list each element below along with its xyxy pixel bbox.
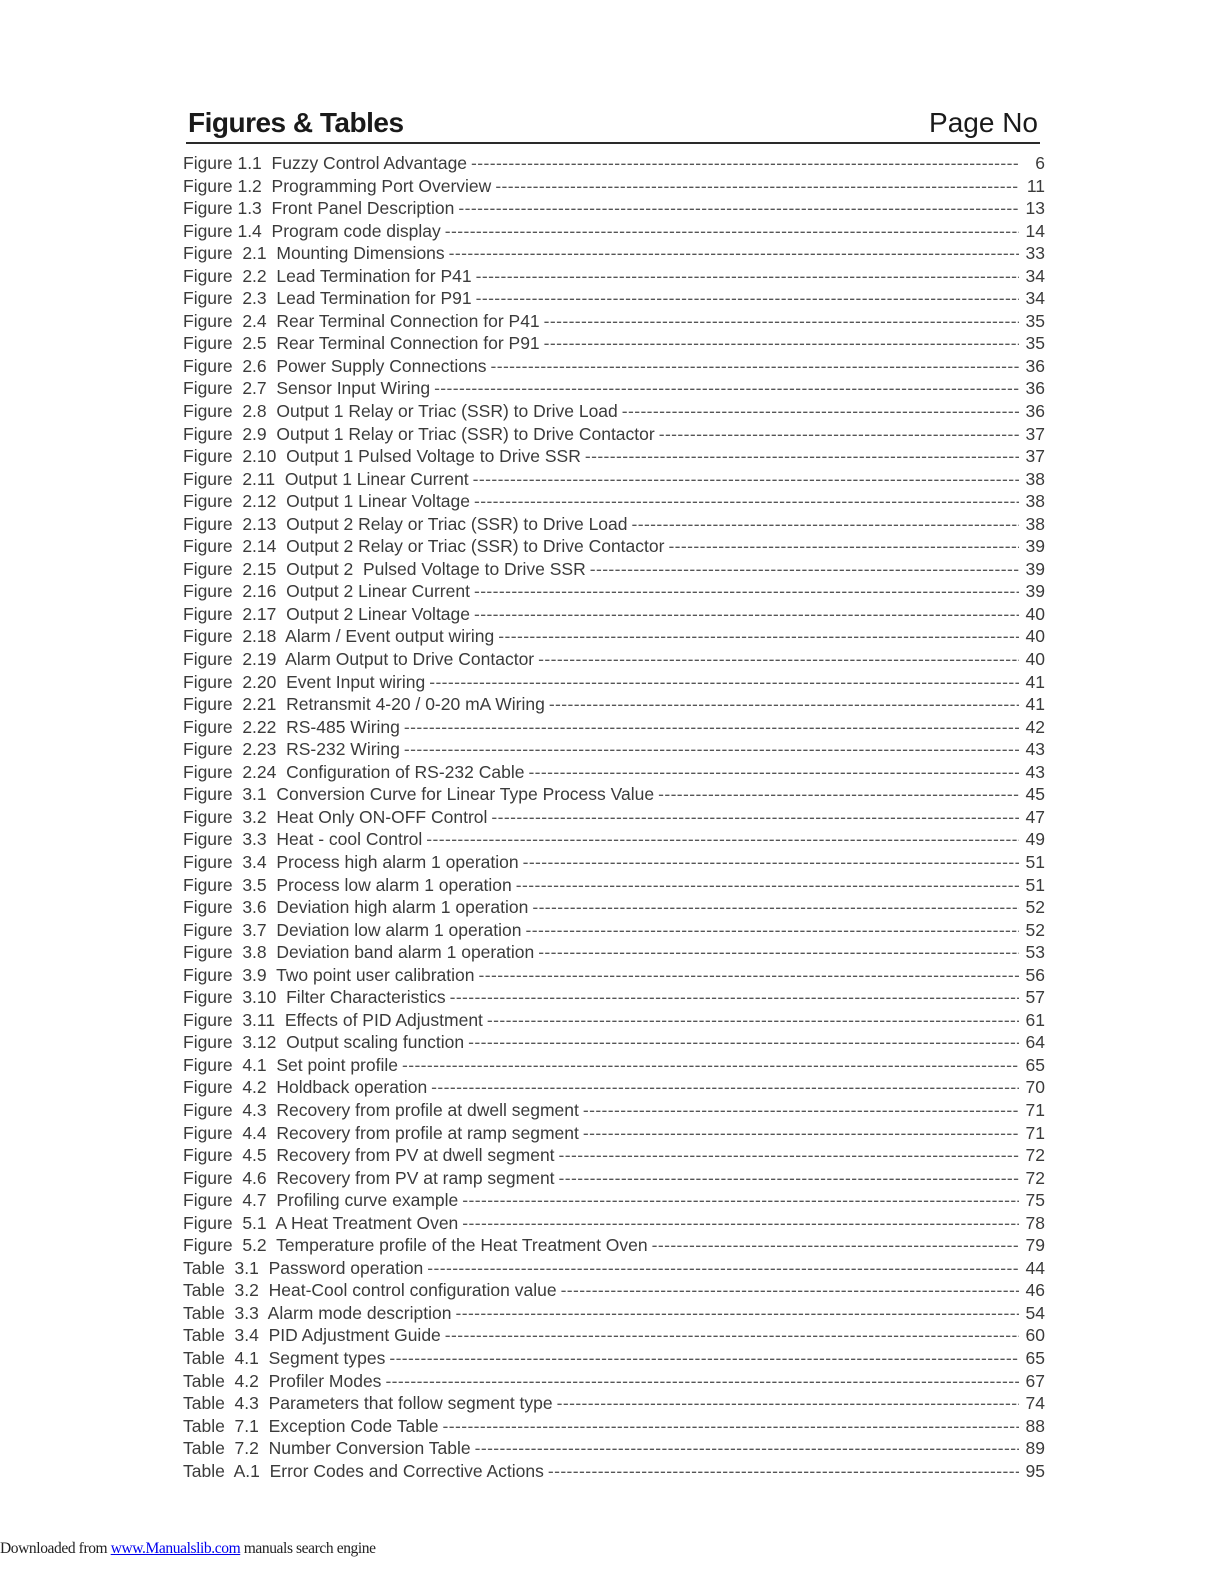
toc-entry-label: Figure 4.1 Set point profile: [183, 1054, 398, 1075]
dash-leader: [491, 806, 1019, 829]
toc-entry-label: Figure 3.7 Deviation low alarm 1 operation: [183, 919, 522, 940]
toc-entry-page-number: 71: [1025, 1122, 1045, 1143]
dash-leader: [544, 332, 1019, 355]
toc-entry[interactable]: [183, 1099, 1045, 1122]
toc-entry-page-number: 40: [1025, 626, 1045, 647]
dash-leader: [559, 1167, 1019, 1190]
toc-entry-label: Figure 2.2 Lead Termination for P41: [183, 265, 472, 286]
dash-leader: [462, 1212, 1019, 1235]
toc-entry-label: Table 4.3 Parameters that follow segment type: [183, 1393, 553, 1414]
dash-leader: [474, 603, 1019, 626]
toc-entry-page-number: 78: [1025, 1212, 1045, 1233]
toc-entry-label: Figure 2.22 RS-485 Wiring: [183, 716, 400, 737]
toc-entry-page-number: 35: [1025, 310, 1045, 331]
toc-entry[interactable]: [183, 535, 1045, 558]
toc-entry-label: Table 3.4 PID Adjustment Guide: [183, 1325, 441, 1346]
toc-entry[interactable]: [183, 1324, 1045, 1347]
toc-entry[interactable]: [183, 1437, 1045, 1460]
toc-entry-page-number: 43: [1025, 761, 1045, 782]
toc-entry-page-number: 79: [1025, 1235, 1045, 1256]
toc-entry-label: Figure 1.4 Program code display: [183, 220, 441, 241]
dash-leader: [434, 377, 1019, 400]
toc-entry[interactable]: [183, 603, 1045, 626]
toc-entry-page-number: 72: [1025, 1145, 1045, 1166]
toc-entry-label: Table 3.3 Alarm mode description: [183, 1302, 452, 1323]
toc-entry[interactable]: [183, 1279, 1045, 1302]
toc-entry[interactable]: [183, 513, 1045, 536]
toc-entry[interactable]: [183, 1144, 1045, 1167]
toc-entry-page-number: 40: [1025, 649, 1045, 670]
toc-entry-page-number: 40: [1025, 603, 1045, 624]
toc-entry-label: Figure 2.12 Output 1 Linear Voltage: [183, 491, 470, 512]
toc-entry-label: Figure 1.1 Fuzzy Control Advantage: [183, 153, 468, 173]
toc-entry[interactable]: [183, 761, 1045, 784]
toc-entry-page-number: 34: [1025, 288, 1045, 309]
toc-entry-page-number: 47: [1025, 806, 1045, 827]
dash-leader: [561, 1279, 1019, 1302]
dash-leader: [548, 1460, 1019, 1483]
dash-leader: [590, 558, 1019, 581]
toc-entry[interactable]: [183, 445, 1045, 468]
dash-leader: [427, 1257, 1019, 1280]
toc-entry[interactable]: [183, 1167, 1045, 1190]
toc-entry-page-number: 44: [1025, 1257, 1045, 1278]
dash-leader: [583, 1122, 1019, 1145]
toc-entry-page-number: 39: [1025, 581, 1045, 602]
toc-entry-label: Figure 3.4 Process high alarm 1 operation: [183, 851, 519, 872]
dash-leader: [450, 986, 1019, 1009]
toc-entry-label: Figure 3.12 Output scaling function: [183, 1032, 465, 1053]
toc-entry-label: Figure 2.14 Output 2 Relay or Triac (SSR) to Drive Contactor: [183, 536, 665, 557]
toc-entry-page-number: 60: [1025, 1325, 1045, 1346]
toc-entry-page-number: 36: [1025, 378, 1045, 399]
toc-entry[interactable]: [183, 783, 1045, 806]
dash-leader: [526, 919, 1019, 942]
dash-leader: [449, 242, 1019, 265]
dash-leader: [659, 423, 1019, 446]
toc-entry[interactable]: [183, 220, 1045, 243]
toc-entry[interactable]: [183, 423, 1045, 446]
toc-entry-page-number: 14: [1025, 220, 1045, 241]
page-title: Figures & Tables: [188, 107, 404, 138]
toc-entry-page-number: 36: [1025, 401, 1045, 422]
toc-entry-label: Figure 2.1 Mounting Dimensions: [183, 243, 445, 264]
toc-entry-label: Figure 3.5 Process low alarm 1 operation: [183, 874, 512, 895]
dash-leader: [458, 197, 1019, 220]
toc-entry[interactable]: [183, 738, 1045, 761]
dash-leader: [402, 1054, 1019, 1077]
toc-entry-page-number: 45: [1025, 784, 1045, 805]
dash-leader: [462, 1189, 1019, 1212]
toc-entry[interactable]: [183, 1212, 1045, 1235]
toc-entry-page-number: 95: [1025, 1460, 1045, 1481]
toc-entry-label: Table 4.2 Profiler Modes: [183, 1370, 382, 1391]
toc-entry[interactable]: [183, 806, 1045, 829]
toc-entry-label: Figure 4.2 Holdback operation: [183, 1077, 428, 1098]
toc-entry[interactable]: [183, 716, 1045, 739]
dash-leader: [426, 828, 1019, 851]
toc-entry-label: Figure 4.3 Recovery from profile at dwell segment: [183, 1099, 579, 1120]
toc-entry-page-number: 54: [1025, 1302, 1045, 1323]
toc-entry[interactable]: [183, 671, 1045, 694]
toc-entry-label: Figure 3.10 Filter Characteristics: [183, 987, 446, 1008]
toc-entry-page-number: 11: [1026, 175, 1045, 196]
toc-entry-label: Figure 3.3 Heat - cool Control: [183, 829, 423, 850]
toc-entry-page-number: 53: [1025, 942, 1045, 963]
toc-entry-label: Figure 2.6 Power Supply Connections: [183, 355, 487, 376]
dash-leader: [404, 738, 1019, 761]
toc-entry-label: Figure 2.19 Alarm Output to Drive Contactor: [183, 649, 535, 670]
toc-entry[interactable]: [183, 1031, 1045, 1054]
toc-entry[interactable]: [183, 1392, 1045, 1415]
dash-leader: [471, 152, 1019, 175]
toc-entry-page-number: 46: [1025, 1280, 1045, 1301]
toc-entry-page-number: 65: [1025, 1054, 1045, 1075]
toc-entry[interactable]: [183, 310, 1045, 333]
toc-entry-page-number: 36: [1025, 355, 1045, 376]
dash-leader: [404, 716, 1019, 739]
dash-leader: [385, 1370, 1019, 1393]
dash-leader: [658, 783, 1019, 806]
dash-leader: [475, 1437, 1019, 1460]
toc-entry[interactable]: [183, 1460, 1045, 1483]
toc-entry-page-number: 43: [1025, 739, 1045, 760]
dash-leader: [429, 671, 1019, 694]
toc-entry-label: Figure 2.11 Output 1 Linear Current: [183, 468, 469, 489]
toc-entry-label: Figure 5.1 A Heat Treatment Oven: [183, 1212, 459, 1233]
toc-entry-label: Figure 1.3 Front Panel Description: [183, 198, 455, 219]
toc-entry[interactable]: [183, 265, 1045, 288]
dash-leader: [431, 1076, 1019, 1099]
toc-entry[interactable]: [183, 377, 1045, 400]
dash-leader: [538, 648, 1019, 671]
toc-entry-page-number: 89: [1025, 1438, 1045, 1459]
dash-leader: [445, 220, 1019, 243]
toc-entry-page-number: 38: [1025, 513, 1045, 534]
dash-leader: [538, 941, 1019, 964]
dash-leader: [585, 445, 1019, 468]
dash-leader: [455, 1302, 1019, 1325]
toc-entry-label: Figure 2.15 Output 2 Pulsed Voltage to Drive SSR: [183, 558, 586, 579]
toc-entry-page-number: 52: [1025, 919, 1045, 940]
figures-tables-list: [183, 152, 1045, 1482]
toc-entry-page-number: 74: [1025, 1393, 1045, 1414]
toc-entry-page-number: 57: [1025, 987, 1045, 1008]
toc-entry-page-number: 39: [1025, 558, 1045, 579]
toc-entry[interactable]: [183, 287, 1045, 310]
dash-leader: [523, 851, 1019, 874]
dash-leader: [468, 1031, 1019, 1054]
toc-entry[interactable]: [183, 1234, 1045, 1257]
toc-entry-label: Table 7.2 Number Conversion Table: [183, 1438, 471, 1459]
toc-entry-page-number: 41: [1025, 694, 1045, 715]
toc-entry-page-number: 51: [1025, 851, 1045, 872]
toc-entry-page-number: 49: [1025, 829, 1045, 850]
dash-leader: [487, 1009, 1019, 1032]
toc-entry[interactable]: [183, 828, 1045, 851]
dash-leader: [495, 175, 1019, 198]
toc-entry[interactable]: [183, 1076, 1045, 1099]
toc-entry[interactable]: [183, 242, 1045, 265]
toc-entry-page-number: 52: [1025, 897, 1045, 918]
toc-entry[interactable]: [183, 896, 1045, 919]
toc-entry-label: Figure 2.24 Configuration of RS-232 Cable: [183, 761, 525, 782]
toc-entry[interactable]: [183, 693, 1045, 716]
toc-entry[interactable]: [183, 197, 1045, 220]
dash-leader: [544, 310, 1019, 333]
toc-entry[interactable]: [183, 1347, 1045, 1370]
dash-leader: [632, 513, 1020, 536]
toc-entry[interactable]: [183, 919, 1045, 942]
toc-entry-label: Figure 2.20 Event Input wiring: [183, 671, 426, 692]
toc-entry-label: Figure 4.4 Recovery from profile at ramp segment: [183, 1122, 579, 1143]
toc-entry-label: Figure 2.10 Output 1 Pulsed Voltage to Drive SSR: [183, 446, 581, 467]
toc-entry-label: Figure 2.17 Output 2 Linear Voltage: [183, 603, 470, 624]
toc-entry[interactable]: [183, 1257, 1045, 1280]
dash-leader: [668, 535, 1019, 558]
dash-leader: [476, 287, 1019, 310]
dash-leader: [549, 693, 1019, 716]
toc-entry-page-number: 6: [1035, 153, 1045, 173]
toc-entry-label: Table A.1 Error Codes and Corrective Actions: [183, 1460, 544, 1481]
toc-entry-page-number: 51: [1025, 874, 1045, 895]
toc-entry[interactable]: [183, 1415, 1045, 1438]
toc-entry-label: Figure 4.5 Recovery from PV at dwell segment: [183, 1145, 555, 1166]
toc-entry-label: Figure 2.9 Output 1 Relay or Triac (SSR) to Drive Contactor: [183, 423, 655, 444]
dash-leader: [532, 896, 1019, 919]
toc-entry-label: Figure 2.4 Rear Terminal Connection for P41: [183, 310, 540, 331]
toc-entry[interactable]: [183, 986, 1045, 1009]
toc-entry[interactable]: [183, 152, 1045, 175]
toc-entry-page-number: 88: [1025, 1415, 1045, 1436]
dash-leader: [479, 964, 1019, 987]
page-number-column-heading: Page No: [929, 107, 1038, 138]
toc-entry[interactable]: [183, 874, 1045, 897]
toc-entry[interactable]: [183, 1122, 1045, 1145]
toc-entry[interactable]: [183, 1302, 1045, 1325]
toc-entry-page-number: 33: [1025, 243, 1045, 264]
toc-entry[interactable]: [183, 490, 1045, 513]
toc-entry-page-number: 61: [1025, 1009, 1045, 1030]
toc-entry-page-number: 37: [1025, 446, 1045, 467]
toc-entry[interactable]: [183, 175, 1045, 198]
toc-entry-page-number: 67: [1025, 1370, 1045, 1391]
toc-entry-label: Figure 2.16 Output 2 Linear Current: [183, 581, 470, 602]
dash-leader: [491, 355, 1020, 378]
toc-entry[interactable]: [183, 1054, 1045, 1077]
toc-entry-page-number: 70: [1025, 1077, 1045, 1098]
footer-suffix: manuals search engine: [240, 1540, 376, 1557]
toc-entry[interactable]: [183, 964, 1045, 987]
toc-entry-page-number: 37: [1025, 423, 1045, 444]
toc-entry-label: Figure 2.7 Sensor Input Wiring: [183, 378, 431, 399]
toc-entry-label: Figure 3.11 Effects of PID Adjustment: [183, 1009, 483, 1030]
toc-entry-label: Figure 5.2 Temperature profile of the Heat Treatment Oven: [183, 1235, 648, 1256]
toc-entry[interactable]: [183, 400, 1045, 423]
toc-entry[interactable]: [183, 580, 1045, 603]
toc-header: [186, 104, 1040, 144]
dash-leader: [583, 1099, 1019, 1122]
toc-entry-page-number: 71: [1025, 1099, 1045, 1120]
toc-entry-page-number: 41: [1025, 671, 1045, 692]
toc-entry-page-number: 72: [1025, 1167, 1045, 1188]
dash-leader: [652, 1234, 1019, 1257]
dash-leader: [498, 625, 1019, 648]
toc-entry[interactable]: [183, 1370, 1045, 1393]
toc-entry-page-number: 13: [1025, 198, 1045, 219]
download-footer: [0, 1540, 376, 1558]
toc-entry[interactable]: [183, 941, 1045, 964]
toc-entry-label: Figure 2.18 Alarm / Event output wiring: [183, 626, 495, 647]
toc-entry[interactable]: [183, 332, 1045, 355]
toc-entry-label: Table 3.2 Heat-Cool control configuration value: [183, 1280, 557, 1301]
dash-leader: [528, 761, 1019, 784]
toc-entry-label: Figure 2.21 Retransmit 4-20 / 0-20 mA Wiring: [183, 694, 545, 715]
toc-entry-label: Figure 4.7 Profiling curve example: [183, 1190, 459, 1211]
toc-entry-page-number: 75: [1025, 1190, 1045, 1211]
toc-entry-label: Figure 3.9 Two point user calibration: [183, 964, 475, 985]
dash-leader: [476, 265, 1019, 288]
toc-entry[interactable]: [183, 1189, 1045, 1212]
dash-leader: [389, 1347, 1019, 1370]
toc-entry-label: Figure 3.1 Conversion Curve for Linear Type Process Value: [183, 784, 655, 805]
toc-entry-label: Table 4.1 Segment types: [183, 1347, 386, 1368]
toc-entry-label: Table 7.1 Exception Code Table: [183, 1415, 439, 1436]
dash-leader: [445, 1324, 1019, 1347]
toc-entry-page-number: 39: [1025, 536, 1045, 557]
toc-entry[interactable]: [183, 355, 1045, 378]
toc-entry-page-number: 34: [1025, 265, 1045, 286]
toc-entry-label: Figure 2.5 Rear Terminal Connection for P91: [183, 333, 540, 354]
toc-entry-page-number: 56: [1025, 964, 1045, 985]
dash-leader: [557, 1392, 1019, 1415]
toc-entry[interactable]: [183, 625, 1045, 648]
footer-prefix: Downloaded from: [0, 1540, 111, 1557]
toc-entry[interactable]: [183, 558, 1045, 581]
toc-entry[interactable]: [183, 851, 1045, 874]
dash-leader: [443, 1415, 1019, 1438]
dash-leader: [473, 468, 1019, 491]
dash-leader: [474, 490, 1019, 513]
dash-leader: [559, 1144, 1019, 1167]
toc-entry-page-number: 35: [1025, 333, 1045, 354]
toc-entry[interactable]: [183, 468, 1045, 491]
toc-entry[interactable]: [183, 1009, 1045, 1032]
toc-entry-label: Figure 2.13 Output 2 Relay or Triac (SSR) to Drive Load: [183, 513, 628, 534]
manualslib-link[interactable]: www.Manualslib.com: [110, 1540, 241, 1557]
toc-entry-label: Figure 3.8 Deviation band alarm 1 operation: [183, 942, 535, 963]
toc-entry-label: Figure 2.23 RS-232 Wiring: [183, 739, 400, 760]
toc-entry-label: Figure 1.2 Programming Port Overview: [183, 175, 492, 196]
toc-entry-page-number: 42: [1025, 716, 1045, 737]
toc-entry-label: Figure 3.2 Heat Only ON-OFF Control: [183, 806, 488, 827]
toc-entry-label: Figure 2.3 Lead Termination for P91: [183, 288, 472, 309]
dash-leader: [516, 874, 1019, 897]
toc-entry-label: Table 3.1 Password operation: [183, 1257, 424, 1278]
toc-entry[interactable]: [183, 648, 1045, 671]
toc-entry-label: Figure 3.6 Deviation high alarm 1 operation: [183, 897, 529, 918]
toc-entry-label: Figure 4.6 Recovery from PV at ramp segment: [183, 1167, 555, 1188]
toc-entry-page-number: 65: [1025, 1347, 1045, 1368]
toc-entry-label: Figure 2.8 Output 1 Relay or Triac (SSR) to Drive Load: [183, 401, 618, 422]
toc-entry-page-number: 38: [1025, 468, 1045, 489]
toc-entry-page-number: 64: [1025, 1032, 1045, 1053]
toc-entry-page-number: 38: [1025, 491, 1045, 512]
dash-leader: [474, 580, 1019, 603]
dash-leader: [622, 400, 1019, 423]
